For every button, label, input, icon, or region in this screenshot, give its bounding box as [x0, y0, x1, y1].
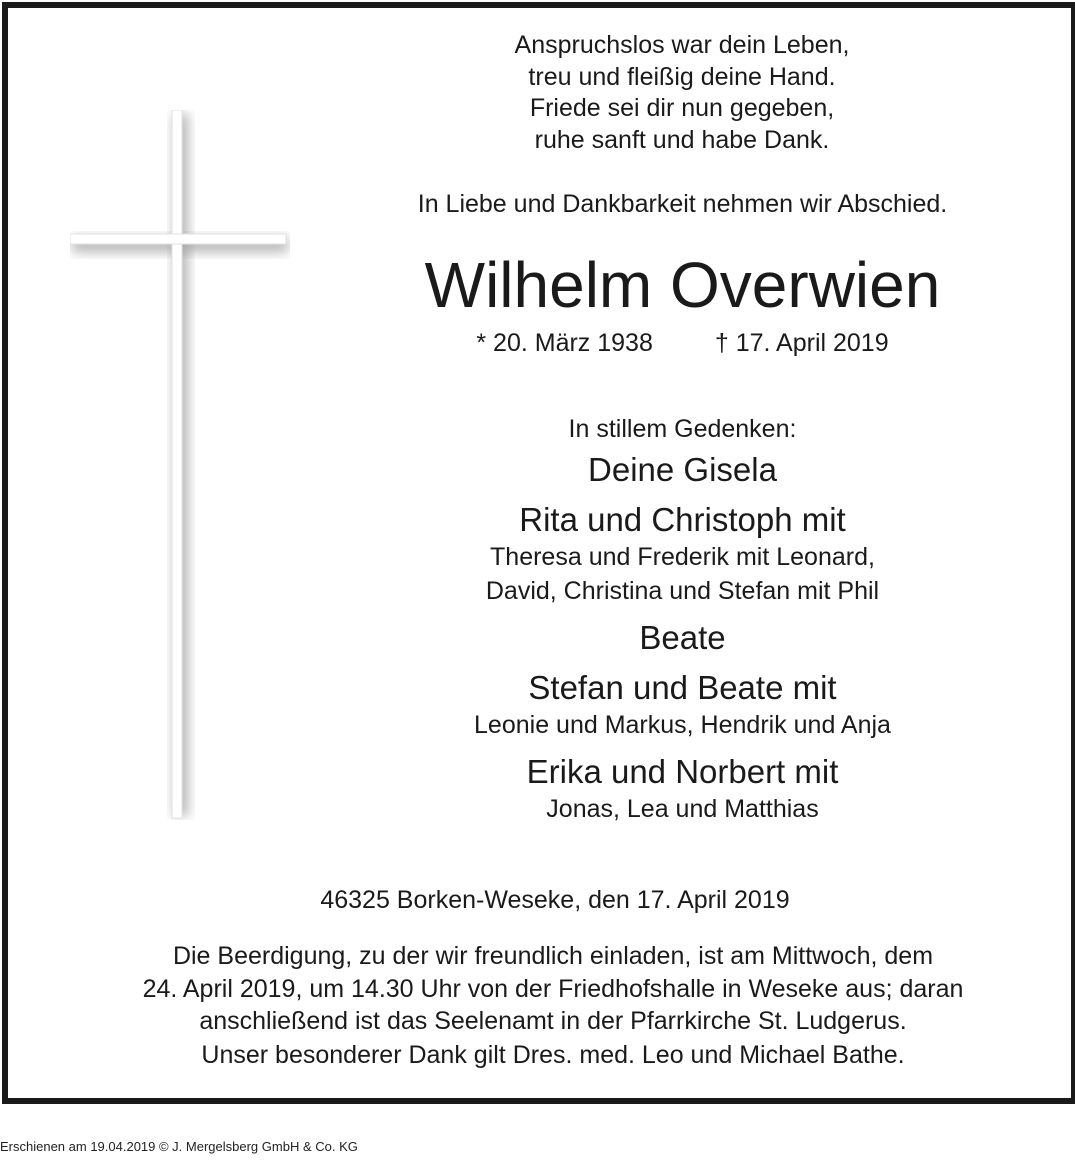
poem-line: treu und fleißig deine Hand.	[528, 62, 836, 91]
death-date: † 17. April 2019	[714, 329, 889, 357]
birth-date: * 20. März 1938	[476, 329, 653, 357]
deceased-name: Wilhelm Overwien	[424, 249, 941, 321]
funeral-line: 24. April 2019, um 14.30 Uhr von der Friedhofshalle in Weseke aus; daran	[142, 974, 964, 1003]
mourner-line: Jonas, Lea und Matthias	[546, 795, 819, 823]
mourners-intro: In stillem Gedenken:	[568, 415, 797, 443]
poem	[482, 30, 882, 156]
mourner-line: Deine Gisela	[588, 451, 777, 488]
mourner-line: Erika und Norbert mit	[526, 753, 839, 790]
publication-footer: Erschienen am 19.04.2019 © J. Mergelsberg GmbH & Co. KG	[0, 1139, 358, 1154]
mourner-line: Theresa und Frederik mit Leonard,	[490, 543, 875, 571]
funeral-notice	[20, 940, 1075, 1038]
mourner-line: Stefan und Beate mit	[528, 669, 837, 706]
poem-line: Friede sei dir nun gegeben,	[529, 94, 835, 122]
poem-line: Anspruchslos war dein Leben,	[514, 31, 850, 59]
mourner-line: Rita und Christoph mit	[519, 501, 846, 538]
mourners-list	[340, 412, 1025, 826]
cross-icon	[70, 110, 290, 820]
mourner-line: Leonie und Markus, Hendrik und Anja	[474, 711, 891, 739]
farewell-text: In Liebe und Dankbarkeit nehmen wir Abschied.	[417, 190, 948, 218]
life-dates	[340, 329, 1025, 358]
place-date: 46325 Borken-Weseke, den 17. April 2019	[320, 886, 790, 914]
poem-line: ruhe sanft und habe Dank.	[534, 125, 830, 154]
mourner-line: David, Christina und Stefan mit Phil	[485, 577, 880, 605]
funeral-line: Die Beerdigung, zu der wir freundlich einladen, ist am Mittwoch, dem	[172, 942, 934, 970]
funeral-line: anschließend ist das Seelenamt in der Pfarrkirche St. Ludgerus.	[199, 1007, 907, 1035]
thanks-text: Unser besonderer Dank gilt Dres. med. Leo und Michael Bathe.	[201, 1041, 905, 1069]
mourner-line: Beate	[639, 619, 726, 656]
